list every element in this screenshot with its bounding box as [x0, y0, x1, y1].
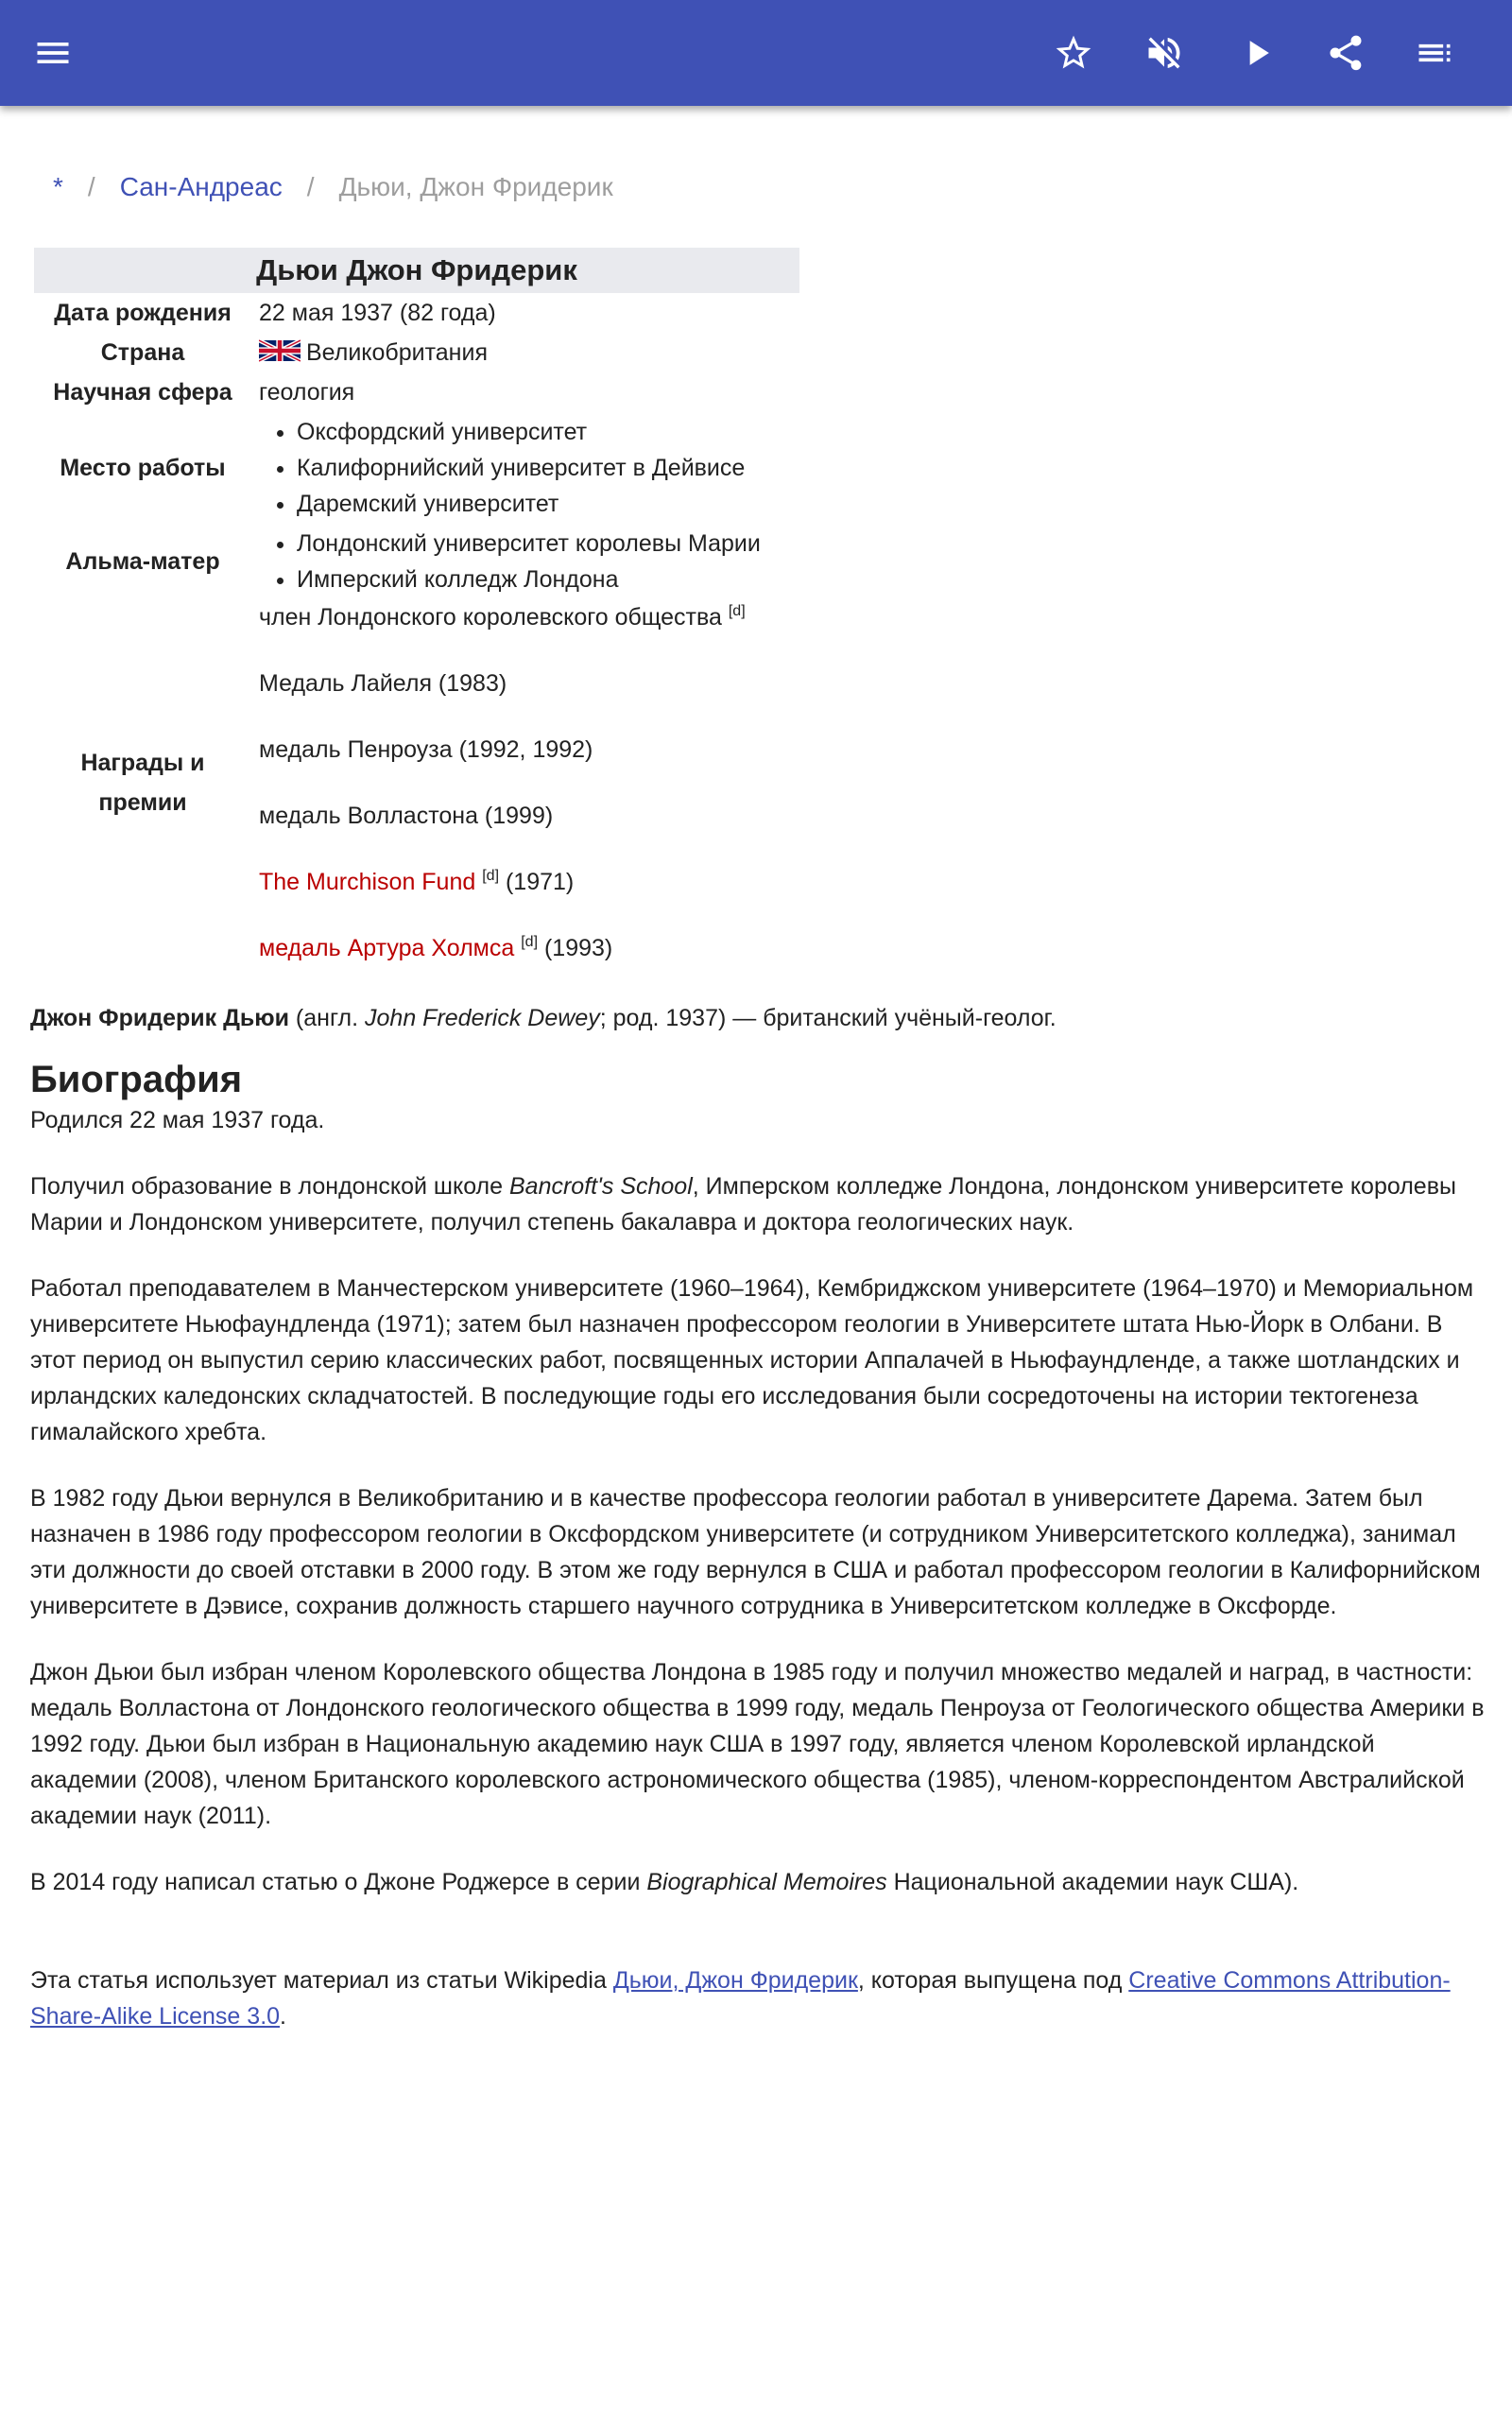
wikidata-ref[interactable]: [d] — [521, 934, 539, 950]
infobox-label: Место работы — [60, 455, 226, 481]
breadcrumb-separator: / — [306, 172, 315, 201]
infobox-label: Страна — [100, 339, 185, 366]
list-item: • Калифорнийский университет в Дейвисе — [297, 450, 799, 486]
award-item: Медаль Лайеля (1983) — [259, 670, 507, 697]
infobox-row-birth — [34, 293, 799, 333]
uk-flag-icon — [259, 339, 301, 362]
award-red-link[interactable]: The Murchison Fund — [259, 869, 476, 895]
license-link[interactable]: Creative Commons Attribution-Share-Alike License 3.0 — [30, 1967, 1451, 2030]
infobox-value — [251, 333, 799, 372]
breadcrumb-home-link[interactable]: * — [53, 172, 63, 201]
infobox-label: Дата рождения — [54, 300, 232, 326]
play-icon — [1236, 32, 1278, 74]
list-item: • Даремский университет — [297, 486, 799, 522]
infobox-value: геология — [259, 379, 355, 406]
infobox-label: Научная сфера — [53, 379, 232, 406]
infobox-row-awards — [34, 597, 799, 968]
article-body — [30, 1000, 1486, 2065]
list-item: • Имперский колледж Лондона — [297, 562, 799, 597]
award-item: медаль Волластона (1999) — [259, 803, 554, 829]
infobox-label: Награды и премии — [80, 750, 205, 816]
list-item: • Оксфордский университет — [297, 414, 799, 450]
share-button[interactable] — [1319, 26, 1372, 79]
section-heading-biography: Биография — [30, 1059, 243, 1100]
infobox-value: 22 мая 1937 (82 года) — [259, 300, 496, 326]
share-icon — [1325, 32, 1366, 74]
award-item: медаль Пенроуза (1992, 1992) — [259, 736, 593, 763]
mute-button[interactable] — [1138, 26, 1191, 79]
playlist-icon — [1414, 32, 1455, 74]
infobox-value — [251, 597, 799, 968]
paragraph: Получил образование в лондонской школе Bancroft's School, Имперском колледже Лондона, лондонском университете королевы Марии и Лондонском университете, получил степень бакалавра и доктора геологических наук. — [30, 1173, 1456, 1236]
wikidata-ref[interactable]: [d] — [728, 603, 746, 619]
award-red-link[interactable]: медаль Артура Холмса — [259, 935, 515, 961]
paragraph: В 1982 году Дьюи вернулся в Великобританию и в качестве профессора геологии работал в университете Дарема. Затем был назначен в 1986 году профессором геологии в Оксфордском университете (и сотрудником Университетского колледжа), занимал эти должности до своей отставки в 2000 году. В этом же году вернулся в США и работал профессором геологии в Калифорнийском университете в Дэвисе, сохранив должность старшего научного сотрудника в Университетском колледже в Оксфорде. — [30, 1485, 1481, 1619]
award-item: медаль Артура Холмса [d] (1993) — [259, 934, 613, 961]
paragraph: Джон Дьюи был избран членом Королевского общества Лондона в 1985 году и получил множество медалей и наград, в частности: медаль Волластона от Лондонского геологического общества в 1999 году, медаль Пенроуза от Геологического общества Америки в 1992 году. Дьюи был избран в Национальную академию наук США в 1997 году, является членом Королевской ирландской академии (2008), членом Британского королевского астрономического общества (1985), членом-корреспондентом Австралийской академии наук (2011). — [30, 1659, 1485, 1829]
app-bar — [0, 0, 1512, 106]
infobox-label: Альма-матер — [65, 548, 220, 575]
play-button[interactable] — [1230, 26, 1283, 79]
paragraph: Работал преподавателем в Манчестерском университете (1960–1964), Кембриджском университете (1964–1970) и Мемориальном университете Ньюфаундленда (1971); затем был назначен профессором геологии в Университете штата Нью-Йорк в Олбани. В этот период он выпустил серию классических работ, посвященных истории Аппалачей в Ньюфаундленде, а также шотландских и ирландских каледонских складчатостей. В последующие годы его исследования были сосредоточены на истории тектогенеза гималайского хребта. — [30, 1275, 1474, 1445]
paragraph: В 2014 году написал статью о Джоне Роджерсе в серии Biographical Memoires Национальной академии наук США). — [30, 1869, 1299, 1895]
breadcrumb — [53, 168, 613, 206]
hamburger-menu-icon — [32, 32, 74, 74]
infobox-row-work — [34, 412, 799, 522]
infobox-title: Дьюи Джон Фридерик — [34, 248, 799, 293]
contents-button[interactable] — [1408, 26, 1461, 79]
breadcrumb-parent-link[interactable]: Сан-Андреас — [119, 172, 283, 201]
favorite-button[interactable] — [1047, 26, 1100, 79]
volume-off-icon — [1143, 32, 1185, 74]
list-item: • Лондонский университет королевы Марии — [297, 526, 799, 562]
lead-paragraph: Джон Фридерик Дьюи (англ. John Frederick Dewey; род. 1937) — британский учёный-геолог. — [30, 1005, 1057, 1031]
star-outline-icon — [1053, 32, 1094, 74]
breadcrumb-separator: / — [87, 172, 95, 201]
infobox-value — [251, 414, 799, 522]
award-item: The Murchison Fund [d] (1971) — [259, 868, 575, 895]
country-name: Великобритания — [306, 339, 488, 366]
infobox — [34, 248, 799, 968]
infobox-row-alma-mater — [34, 522, 799, 597]
infobox-row-field — [34, 372, 799, 412]
paragraph: Родился 22 мая 1937 года. — [30, 1107, 325, 1133]
menu-button[interactable] — [26, 26, 79, 79]
wikidata-ref[interactable]: [d] — [482, 868, 500, 884]
infobox-row-country — [34, 333, 799, 372]
wikipedia-source-link[interactable]: Дьюи, Джон Фридерик — [612, 1967, 858, 1994]
breadcrumb-current: Дьюи, Джон Фридерик — [338, 172, 613, 201]
award-item: член Лондонского королевского общества [d] — [259, 603, 746, 631]
license-footer: Эта статья использует материал из статьи Wikipedia Дьюи, Джон Фридерик, которая выпущена под Creative Commons Attribution-Share-Alike License 3.0. — [30, 1967, 1451, 2030]
infobox-value — [251, 526, 799, 597]
